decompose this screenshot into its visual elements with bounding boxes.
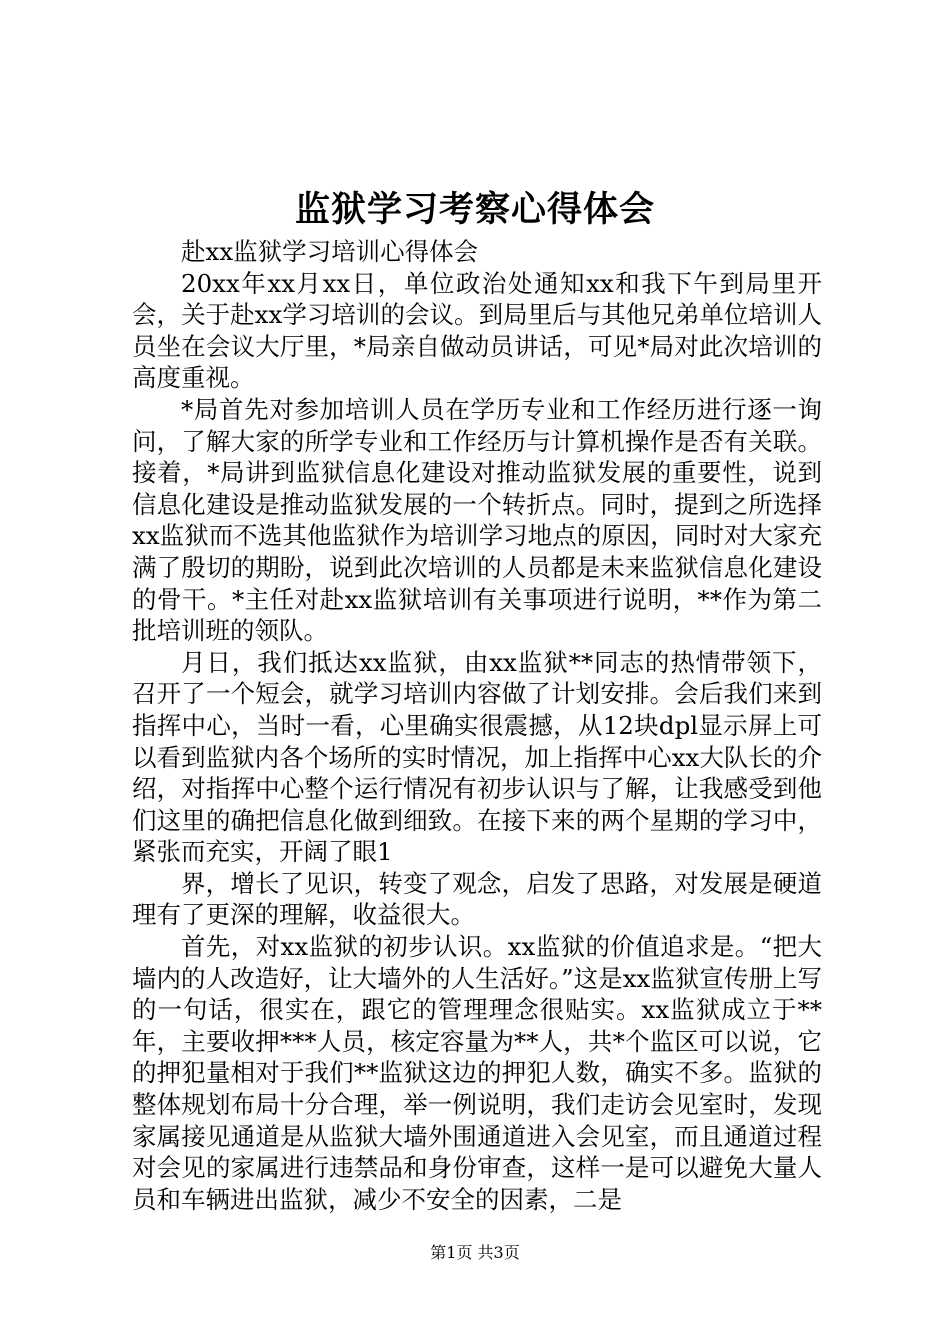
paragraph-arrival: 月日，我们抵达xx监狱，由xx监狱**同志的热情带领下，召开了一个短会，就学习培训内容做了计划安排。会后我们来到指挥中心，当时一看，心里确实很震撼，从12块dpl显示屏上可以看到监狱内各个场所的实时情况，加上指挥中心xx大队长的介绍，对指挥中心整个运行情况有初步认识与了解，让我感受到他们这里的确把信息化做到细致。在接下来的两个星期的学习中，紧张而充实，开阔了眼1 bbox=[132, 647, 822, 867]
paragraph-subtitle: 赴xx监狱学习培训心得体会 bbox=[181, 237, 479, 266]
paragraph-notice: 20xx年xx月xx日，单位政治处通知xx和我下午到局里开会，关于赴xx学习培训的会议。到局里后与其他兄弟单位培训人员坐在会议大厅里，*局亲自做动员讲话，可见*局对此次培训的高度重视。 bbox=[132, 268, 822, 393]
paragraph-gains: 界，增长了见识，转变了观念，启发了思路，对发展是硬道理有了更深的理解，收益很大。 bbox=[132, 868, 822, 930]
document-title: 监狱学习考察心得体会 bbox=[294, 189, 655, 230]
page-number-footer: 第1页 共3页 bbox=[430, 1243, 520, 1262]
paragraph-briefing: *局首先对参加培训人员在学历专业和工作经历进行逐一询问，了解大家的所学专业和工作经历与计算机操作是否有关联。接着，*局讲到监狱信息化建设对推动监狱发展的重要性，说到信息化建设是推动监狱发展的一个转折点。同时，提到之所选择xx监狱而不选其他监狱作为培训学习地点的原因，同时对大家充满了殷切的期盼，说到此次培训的人员都是未来监狱信息化建设的骨干。*主任对赴xx监狱培训有关事项进行说明，**作为第二批培训班的领队。 bbox=[132, 394, 822, 646]
paragraph-first-impression: 首先，对xx监狱的初步认识。xx监狱的价值追求是。“把大墙内的人改造好，让大墙外的人生活好。”这是xx监狱宣传册上写的一句话，很实在，跟它的管理理念很贴实。xx监狱成立于**年，主要收押***人员，核定容量为**人，共*个监区可以说，它的押犯量相对于我们**监狱这边的押犯人数，确实不多。监狱的整体规划布局十分合理，举一例说明，我们走访会见室时，发现家属接见通道是从监狱大墙外围通道进入会见室，而且通道过程对会见的家属进行违禁品和身份审查，这样一是可以避免大量人员和车辆进出监狱，减少不安全的因素，二是 bbox=[132, 932, 822, 1214]
document-body bbox=[132, 236, 822, 1215]
